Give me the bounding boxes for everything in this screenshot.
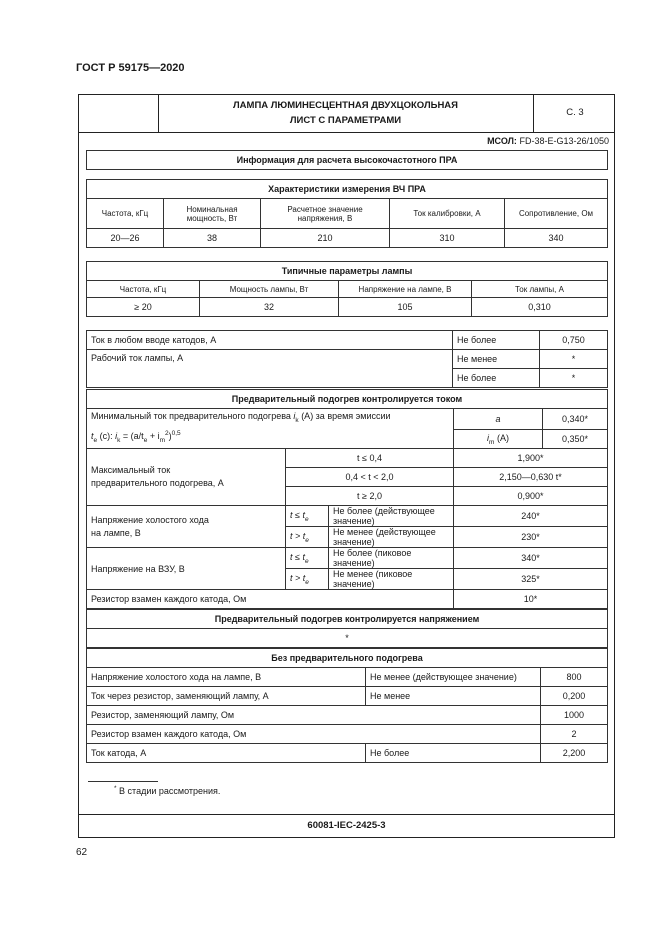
np-cond-1: Не менее [366,687,541,706]
sheet-title-line2: ЛИСТ С ПАРАМЕТРАМИ [289,115,402,126]
np-value-2: 1000 [541,706,608,725]
formula-te-sub: e [143,436,148,444]
im-symbol: i [487,432,490,443]
hf-info-title: Информация для расчета высокочастотного ПРА [86,150,608,170]
ocv-t-0 [286,506,329,527]
no-preheat-title: Без предварительного подогрева [87,649,608,668]
resistor-cathode-label: Резистор взамен каждого катода, Ом [87,590,454,609]
ocv-label-1: Напряжение холостого хода [91,514,209,525]
hf-value-resistance: 340 [505,229,608,248]
ik-sub-2: k [117,436,121,444]
vzu-cond-0: Не более (пиковое значение) [329,548,454,569]
preheat-current-table [86,389,608,609]
ocv-label-2: на лампе, В [91,527,141,538]
vzu-t-0 [286,548,329,569]
footnote [114,785,220,796]
ik-symbol-2: i [115,431,118,441]
msol-designation [487,136,609,146]
ik-sub: k [295,417,299,424]
footer-code: 60081-IEC-2425-3 [78,814,615,839]
footnote-text: В стадии рассмотрения. [119,786,221,796]
ocv-value-1: 230* [454,527,608,548]
lamp-current-value-min: * [540,350,608,369]
typical-value-freq: ≥ 20 [87,298,200,317]
hf-header-resistance: Сопротивление, Ом [505,199,608,229]
lamp-current-cond-min: Не менее [453,350,540,369]
ocv-t-1-sub: e [305,536,309,544]
typical-params-table [86,261,608,317]
lamp-current-cond-max: Не более [453,369,540,388]
hf-header-freq: Частота, кГц [87,199,164,229]
max-cond-2: t ≥ 2,0 [286,487,454,506]
max-preheat-label-2: предварительного подогрева, А [91,478,224,488]
lamp-current-value-max: * [540,369,608,388]
np-label-0: Напряжение холостого хода на лампе, В [87,668,366,687]
typical-value-power: 32 [200,298,339,317]
ocv-value-0: 240* [454,506,608,527]
max-value-2: 0,900* [454,487,608,506]
sheet-title [158,94,534,132]
hf-measure-table [86,179,608,248]
preheat-voltage-title: Предварительный подогрев контролируется напряжением [87,610,608,629]
ocv-t-1 [286,527,329,548]
ocv-cond-1: Не менее (действующее значение) [329,527,454,548]
sheet-page-ref: С. 3 [566,107,584,118]
current-limits-table [86,330,608,388]
np-cond-0: Не менее (действующее значение) [366,668,541,687]
vzu-t-1-text: t > t [290,572,306,583]
vzu-cond-1: Не менее (пиковое значение) [329,569,454,590]
formula-exponent: 0,5 [171,430,181,437]
hf-header-current: Ток калибровки, А [390,199,505,229]
max-value-1: 2,150—0,630 t* [454,468,608,487]
cathode-current-value: 0,750 [540,331,608,350]
typical-title: Типичные параметры лампы [87,262,608,281]
im-unit: (A) [494,432,509,443]
formula-part-1: = (a/t [122,431,144,441]
typical-header-freq: Частота, кГц [87,281,200,298]
preheat-voltage-table [86,609,608,648]
vzu-t-1 [286,569,329,590]
np-cond-4: Не более [366,744,541,763]
ocv-t-0-sub: e [304,515,309,523]
typical-header-current: Ток лампы, А [472,281,608,298]
np-value-0: 800 [541,668,608,687]
hf-header-power: Номинальная мощность, Вт [164,199,261,229]
resistor-cathode-value: 10* [454,590,608,609]
vzu-t-0-text: t ≤ t [290,551,305,562]
footnote-mark: * [114,785,117,792]
no-preheat-table [86,648,608,763]
min-preheat-text-2: (А) за время эмиссии [301,411,391,422]
a-label: a [454,409,543,430]
np-label-1: Ток через резистор, заменяющий лампу, А [87,687,366,706]
ocv-label [87,506,286,548]
te-symbol: t [91,431,94,441]
np-label-4: Ток катода, А [87,744,366,763]
preheat-current-title: Предварительный подогрев контролируется током [87,390,608,409]
im-label [454,430,543,449]
im-sub: m [489,438,495,446]
min-preheat-label [87,409,454,449]
max-cond-1: 0,4 < t < 2,0 [286,468,454,487]
np-value-1: 0,200 [541,687,608,706]
typical-header-power: Мощность лампы, Вт [200,281,339,298]
np-label-2: Резистор, заменяющий лампу, Ом [87,706,541,725]
sheet-header [78,94,615,133]
np-label-3: Резистор взамен каждого катода, Ом [87,725,541,744]
ocv-t-0-text: t ≤ t [290,509,305,520]
cathode-current-cond: Не более [453,331,540,350]
hf-value-power: 38 [164,229,261,248]
vzu-t-1-sub: e [305,578,309,586]
np-value-4: 2,200 [541,744,608,763]
hf-value-voltage: 210 [261,229,390,248]
msol-code: FD-38-E-G13-26/1050 [519,136,609,146]
max-preheat-label-1: Максимальный ток [91,465,171,475]
max-value-0: 1,900* [454,449,608,468]
te-sub: e [93,436,98,444]
max-cond-0: t ≤ 0,4 [286,449,454,468]
cathode-current-label: Ток в любом вводе катодов, А [87,331,453,350]
vzu-value-0: 340* [454,548,608,569]
ik-symbol: i [293,411,296,422]
min-preheat-text-4: (с): [99,431,116,441]
formula-close: ) [168,431,172,441]
header-blank-cell [78,94,159,132]
typical-value-current: 0,310 [472,298,608,317]
formula-square: 2 [165,430,169,437]
vzu-value-1: 325* [454,569,608,590]
ocv-t-1-text: t > t [290,530,306,541]
typical-header-voltage: Напряжение на лампе, В [339,281,472,298]
a-value: 0,340* [543,409,608,430]
vzu-t-0-sub: e [304,557,309,565]
lamp-current-label: Рабочий ток лампы, А [87,350,453,388]
footnote-divider [88,781,158,782]
hf-measure-title: Характеристики измерения ВЧ ПРА [87,180,608,199]
im-value: 0,350* [543,430,608,449]
max-preheat-label [87,449,286,506]
msol-label: МСОЛ: [487,136,517,146]
hf-header-voltage: Расчетное значение напряжения, В [261,199,390,229]
vzu-label: Напряжение на ВЗУ, В [87,548,286,590]
preheat-voltage-value: * [87,629,608,648]
np-value-3: 2 [541,725,608,744]
ocv-cond-0: Не более (действующее значение) [329,506,454,527]
formula-plus: + i [147,431,160,441]
hf-value-freq: 20—26 [87,229,164,248]
standard-number: ГОСТ Р 59175—2020 [76,62,185,74]
sheet-title-line1: ЛАМПА ЛЮМИНЕСЦЕНТНАЯ ДВУХЦОКОЛЬНАЯ [233,100,458,111]
page-number: 62 [76,847,88,858]
typical-value-voltage: 105 [339,298,472,317]
hf-value-current: 310 [390,229,505,248]
formula-im-sub: m [159,436,165,444]
min-preheat-text-1: Минимальный ток предварительного подогрева [91,411,291,422]
